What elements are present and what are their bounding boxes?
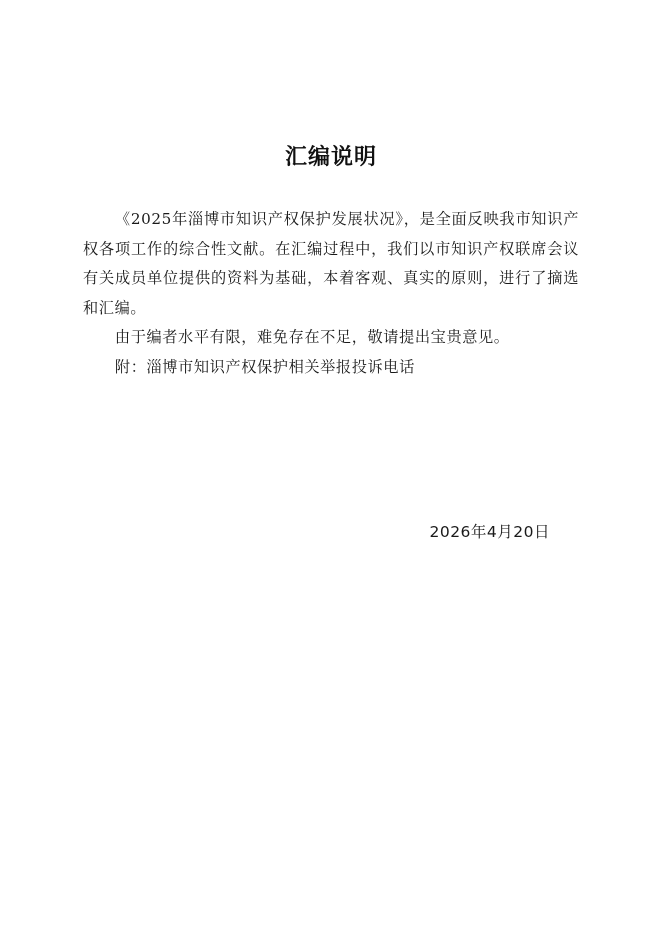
document-body [83, 205, 579, 382]
paragraph-intro: 《2025年淄博市知识产权保护发展状况》，是全面反映我市知识产权各项工作的综合性文献。在汇编过程中，我们以市知识产权联席会议有关成员单位提供的资料为基础，本着客观、真实的原则，进行了摘选和汇编。 [83, 210, 579, 317]
paragraph-disclaimer: 由于编者水平有限，难免存在不足，敬请提出宝贵意见。 [114, 328, 510, 346]
paragraph-appendix: 附：淄博市知识产权保护相关举报投诉电话 [114, 357, 415, 376]
document-title: 汇编说明 [284, 145, 377, 170]
document-date: 2026年4月20日 [429, 523, 550, 541]
